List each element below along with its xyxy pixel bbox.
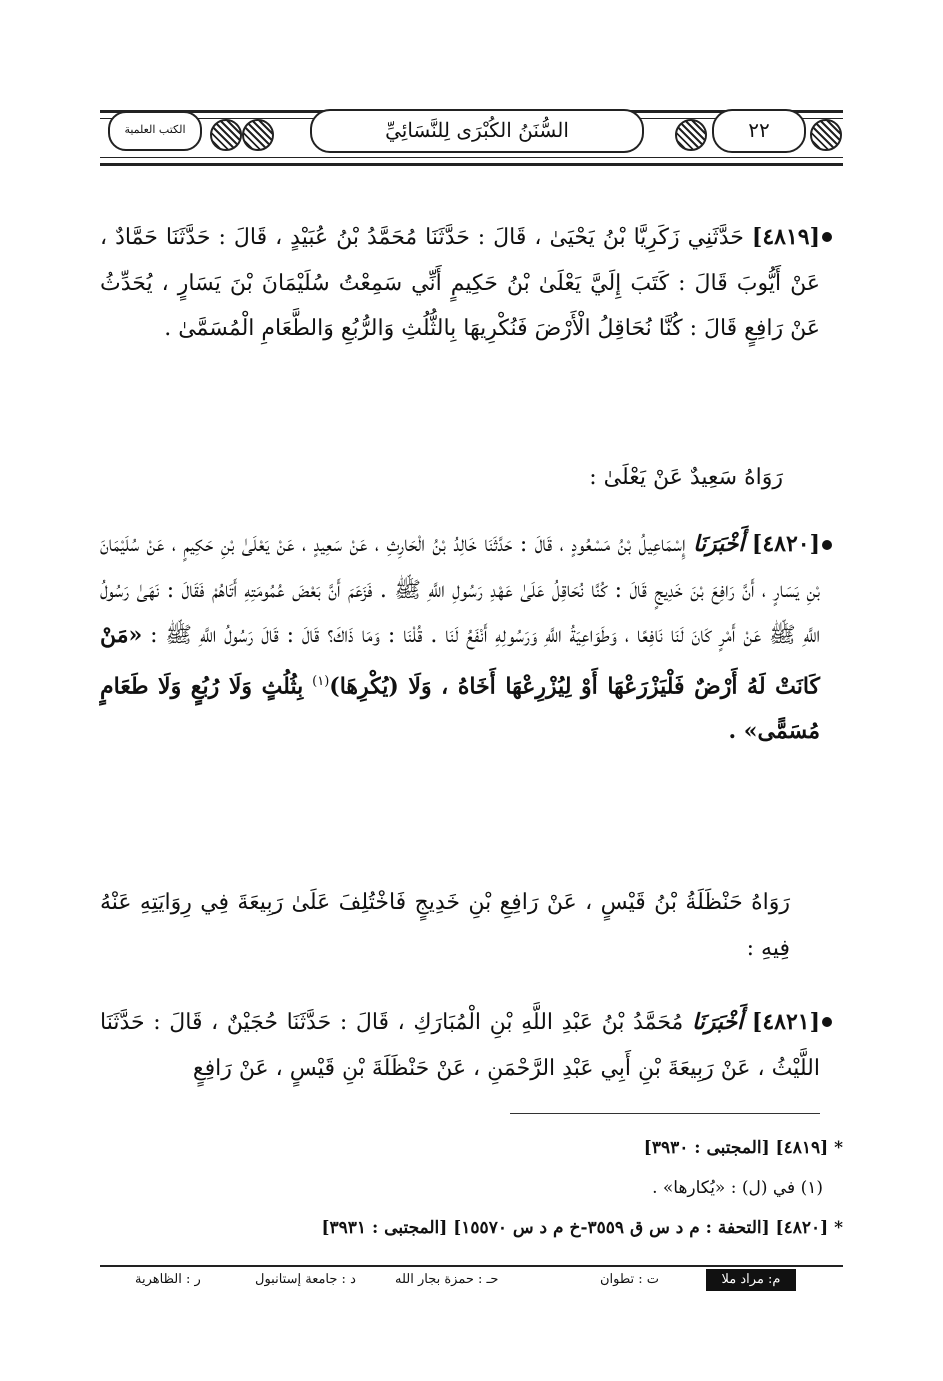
narration-note: رَوَاهُ حَنْظَلَةُ بْنُ قَيْسٍ ، عَنْ رَافِعِ بْنِ خَدِيجٍ فَاخْتُلِفَ عَلَىٰ رَبِيعَةَ فِي رِوَايَتِهِ عَنْهُ فِيهِ : [100, 890, 790, 961]
footnote-reference: (١) [312, 673, 330, 689]
footnote-divider [510, 1113, 820, 1114]
hadith-text: إِسْمَاعِيلُ بْنُ مَسْعُودٍ ، قَالَ : حَدَّثَنَا خَالِدُ بْنُ الْحَارِثِ ، عَنْ سَعِيدٍ ، عَنْ يَعْلَىٰ بْنِ حَكِيمٍ ، عَنْ سُلَيْمَانَ بْنِ يَسَارٍ ، أَنَّ رَافِعَ بْنَ خَدِيجٍ قَالَ : كُنَّا نُحَاقِلُ عَلَىٰ عَهْدِ رَسُولِ اللَّهِ ﷺ . فَزَعَمَ أَنَّ بَعْضَ عُمُومَتِهِ أَتَاهُمْ فَقَالَ : نَهَىٰ رَسُولُ اللَّهِ ﷺ عَنْ أَمْرٍ كَانَ لَنَا نَافِعًا ، وَطَوَاعِيَةُ اللَّهِ وَرَسُولِهِ أَنْفَعُ لَنَا . قُلْنَا : وَمَا ذَاكَ؟ قَالَ : قَالَ رَسُولُ اللَّهِ ﷺ : [100, 532, 820, 648]
book-title: السُّنَنُ الكُبْرَى لِلنَّسَائِيِّ [310, 109, 644, 153]
manuscript-siglum: حـ : حمزة بجار الله [395, 1272, 499, 1287]
akhbarana-label: أَخْبَرَنَا [693, 531, 745, 557]
prophetic-speech: «مَنْ كَانَتْ لَهُ أَرْضٌ فَلْيَزْرَعْهَا أَوْ لِيُزْرِعْهَا أَخَاهُ ، وَلَا (يُكْرِهَا) [100, 622, 821, 699]
ornament-icon [210, 119, 242, 151]
narration-note: رَوَاهُ سَعِيدٌ عَنْ يَعْلَىٰ : [589, 465, 783, 490]
footnote-ref-4820: * [٤٨٢٠] [التحفة : م د س ق ٣٥٥٩-خ م د س ١٥٥٧٠] [المجتبى : ٣٩٣١] [321, 1218, 843, 1238]
page-number: ٢٢ [712, 109, 806, 153]
footer-divider [100, 1265, 843, 1267]
hadith-number: [٤٨١٩] [751, 224, 820, 250]
manuscript-badge: م: مراد ملا [706, 1269, 796, 1291]
bullet-icon [822, 232, 832, 242]
manuscript-siglum: ت : تطوان [600, 1272, 660, 1287]
akhbarana-label: أَخْبَرَنَا [691, 1009, 744, 1035]
footnote-ref-4819: * [٤٨١٩] [المجتبى : ٣٩٣٠] [643, 1138, 843, 1158]
bullet-icon [822, 540, 832, 550]
hadith-number: [٤٨٢١] [751, 1009, 820, 1035]
hadith-text: مُحَمَّدُ بْنُ عَبْدِ اللَّهِ بْنِ الْمُبَارَكِ ، قَالَ : حَدَّثَنَا حُجَيْنٌ ، قَالَ : حَدَّثَنَا اللَّيْثُ ، عَنْ رَبِيعَةَ بْنِ أَبِي عَبْدِ الرَّحْمَنِ ، عَنْ حَنْظَلَةَ بْنِ قَيْسٍ ، عَنْ رَافِعٍ [100, 1010, 820, 1081]
hadith-text: حَدَّثَنِي زَكَرِيَّا بْنُ يَحْيَىٰ ، قَالَ : حَدَّثَنَا مُحَمَّدُ بْنُ عُبَيْدٍ ، قَالَ : حَدَّثَنَا حَمَّادٌ ، عَنْ أَيُّوبَ قَالَ : كَتَبَ إِلَيَّ يَعْلَىٰ بْنُ حَكِيمٍ أَنِّي سَمِعْتُ سُلَيْمَانَ بْنَ يَسَارٍ ، يُحَدِّثُ عَنْ رَافِعٍ قَالَ : كُنَّا نُحَاقِلُ الْأَرْضَ فَنُكْرِيهَا بِالثُّلُثِ وَالرُّبُعِ وَالطَّعَامِ الْمُسَمَّىٰ . [100, 225, 820, 341]
hadith-4821 [100, 1000, 820, 1091]
manuscript-siglum: ر : الظاهرية [135, 1272, 201, 1287]
hadith-4820 [100, 522, 820, 755]
ornament-icon [675, 119, 707, 151]
hadith-4819 [100, 215, 820, 352]
ornament-icon [810, 119, 842, 151]
hadith-number: [٤٨٢٠] [751, 531, 821, 557]
publisher-seal: الكتب العلمية [108, 111, 202, 151]
ornament-icon [242, 119, 274, 151]
bullet-icon [822, 1017, 832, 1027]
prophetic-speech-end: بِثُلُثٍ وَلَا رُبُعٍ وَلَا طَعَامٍ مُسَمًّى» . [100, 672, 820, 745]
manuscript-siglum: د : جامعة إستانبول [255, 1272, 356, 1287]
page-header [100, 110, 843, 166]
footnote-1: (١) في (ل) : «يُكارها» . [652, 1178, 823, 1198]
